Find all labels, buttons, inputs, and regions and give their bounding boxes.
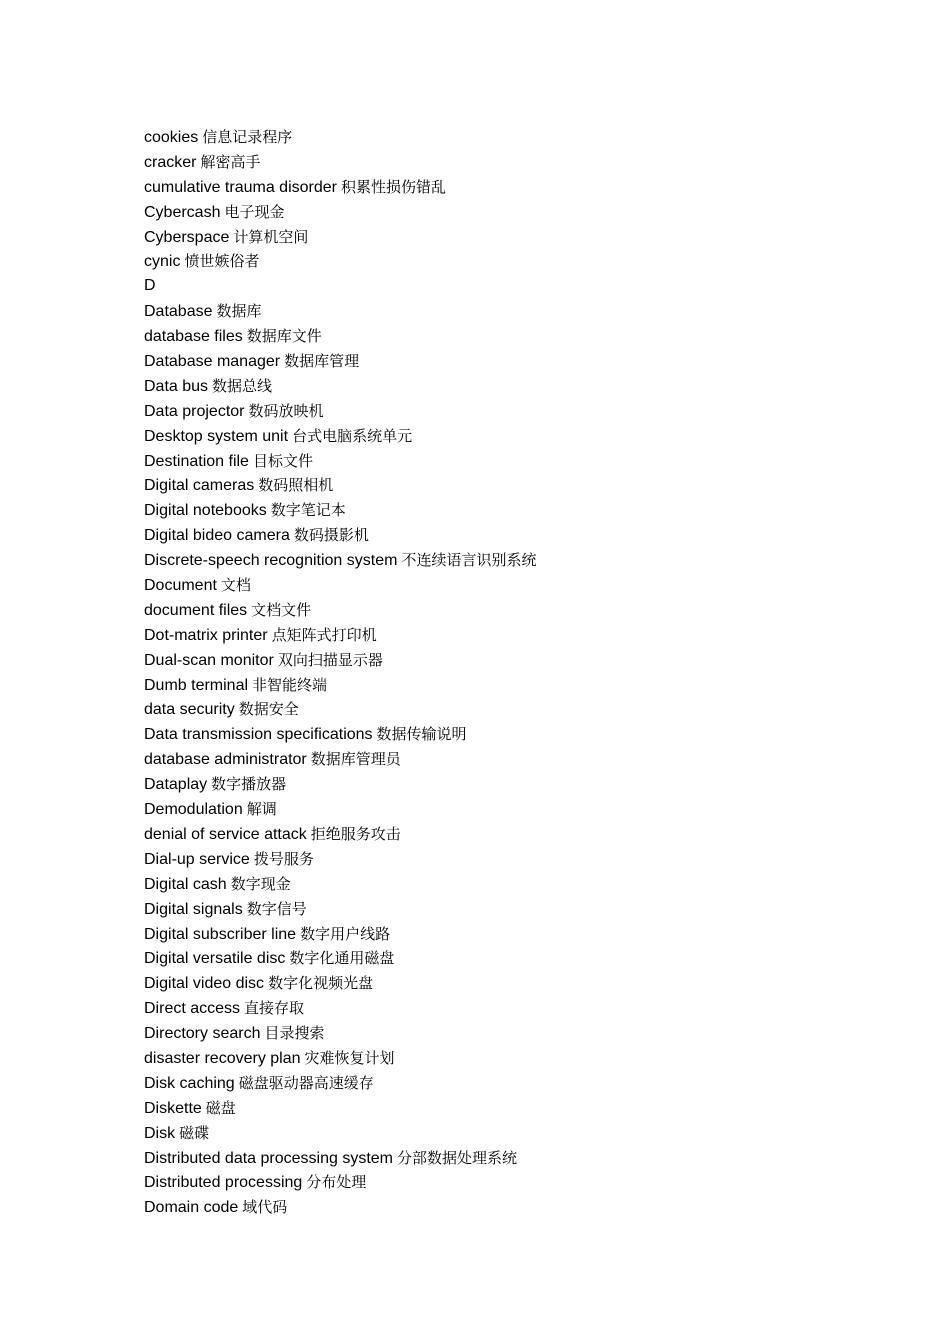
glossary-entry [144,324,536,349]
entry-term: Digital cash [144,875,227,893]
glossary-entry [144,200,536,225]
entry-translation: 文档 [220,576,251,595]
glossary-entry [144,150,536,175]
entry-translation: 数据安全 [238,700,299,719]
entry-term: Data projector [144,402,245,420]
entry-translation: 目录搜索 [264,1024,325,1043]
entry-term: Document [144,577,217,595]
entry-term: document files [144,601,248,619]
entry-term: Direct access [144,1000,241,1018]
entry-translation: 台式电脑系统单元 [292,426,413,445]
entry-translation: 不连续语言识别系统 [401,551,537,570]
glossary-entry [144,573,536,598]
glossary-entry [144,673,536,698]
entry-translation: 数字播放器 [211,775,287,794]
entry-term: disaster recovery plan [144,1049,301,1067]
glossary-entry [144,424,536,449]
entry-term: Directory search [144,1025,261,1043]
entry-translation: 双向扫描显示器 [277,650,383,669]
glossary-entry [144,1170,536,1195]
glossary-entry [144,722,536,747]
entry-translation: 磁盘驱动器高速缓存 [238,1073,374,1092]
entry-term: Digital bideo camera [144,527,290,545]
glossary-entry [144,349,536,374]
glossary-entry [144,1146,536,1171]
entry-term: Digital versatile disc [144,950,286,968]
entry-term: Dumb terminal [144,676,249,694]
entry-translation: 灾难恢复计划 [304,1048,395,1067]
entry-translation: 数字化通用磁盘 [289,949,395,968]
entry-term: Cybercash [144,203,221,221]
glossary-entry [144,648,536,673]
entry-translation: 磁碟 [179,1123,210,1142]
glossary-entry [144,225,536,250]
entry-translation: 信息记录程序 [202,128,293,146]
entry-translation: 直接存取 [244,999,305,1018]
entry-term: Domain code [144,1199,239,1217]
entry-term: Destination file [144,452,249,470]
glossary-entry [144,623,536,648]
glossary-entry [144,1096,536,1121]
entry-term: Data transmission specifications [144,726,373,744]
entry-term: Digital cameras [144,477,255,495]
entry-term: Desktop system unit [144,427,289,445]
glossary-entry [144,747,536,772]
glossary-entry [144,299,536,324]
glossary-entry [144,1021,536,1046]
entry-translation: 分部数据处理系统 [397,1148,518,1167]
glossary-entry [144,797,536,822]
glossary-entry [144,449,536,474]
glossary-entry [144,971,536,996]
entry-translation: 数据库 [216,302,262,321]
glossary-entry [144,922,536,947]
glossary-entry [144,872,536,897]
entry-translation: 计算机空间 [233,227,309,246]
entry-term: Digital subscriber line [144,925,297,943]
entry-translation: 数据库管理 [284,352,360,371]
entry-term: Discrete-speech recognition system [144,552,398,570]
entry-translation: 数字笔记本 [270,501,346,520]
entry-term: Digital notebooks [144,502,267,520]
entry-term: cracker [144,153,197,171]
entry-translation: 数据传输说明 [376,725,467,744]
entry-translation: 愤世嫉俗者 [184,252,260,271]
entry-translation: 拨号服务 [253,849,314,868]
entry-term: Dial-up service [144,850,250,868]
entry-translation: 数码放映机 [248,401,324,420]
glossary-entry [144,374,536,399]
glossary-entry [144,175,536,200]
entry-translation: 数据库文件 [246,327,322,346]
entry-translation: 域代码 [242,1198,288,1217]
entry-translation: 解调 [246,800,277,819]
entry-translation: 分布处理 [306,1173,367,1192]
entry-term: denial of service attack [144,825,307,843]
entry-term: cynic [144,253,181,271]
entry-term: Dataplay [144,776,208,794]
entry-translation: 文档文件 [251,600,312,619]
glossary-entry [144,473,536,498]
glossary-entry [144,1121,536,1146]
entry-term: data security [144,701,235,719]
glossary-entry [144,1195,536,1220]
entry-term: D [144,277,156,295]
entry-term: Dual-scan monitor [144,651,274,669]
glossary-entry [144,249,536,274]
entry-translation: 目标文件 [252,451,313,470]
entry-term: Dot-matrix printer [144,626,268,644]
entry-term: Disk [144,1124,176,1142]
entry-term: Distributed data processing system [144,1149,393,1167]
glossary-entry [144,996,536,1021]
entry-term: cumulative trauma disorder [144,178,337,196]
entry-term: Digital video disc [144,975,265,993]
entry-term: Demodulation [144,801,243,819]
glossary-entry [144,125,536,150]
entry-term: Data bus [144,377,209,395]
glossary-entry [144,1071,536,1096]
glossary-entry [144,598,536,623]
glossary-entry [144,274,536,299]
entry-translation: 数字现金 [230,874,291,893]
entry-term: database files [144,328,243,346]
entry-term: Digital signals [144,900,243,918]
entry-term: Distributed processing [144,1174,303,1192]
entry-term: cookies [144,129,199,146]
entry-translation: 数字用户线路 [300,924,391,943]
entry-translation: 数码照相机 [258,476,334,495]
glossary-entry [144,1046,536,1071]
glossary-entry [144,548,536,573]
glossary-entry [144,946,536,971]
entry-term: Diskette [144,1099,202,1117]
glossary-entry [144,847,536,872]
entry-translation: 解密高手 [200,152,261,171]
entry-translation: 电子现金 [224,202,285,221]
entry-term: Database manager [144,353,281,371]
entry-translation: 非智能终端 [252,675,328,694]
entry-translation: 数字信号 [246,899,307,918]
glossary-entry [144,399,536,424]
entry-translation: 拒绝服务攻击 [310,824,401,843]
entry-translation: 数据总线 [212,376,273,395]
entry-translation: 积累性损伤错乱 [340,177,446,196]
entry-term: Database [144,303,213,321]
entry-translation: 数码摄影机 [293,526,369,545]
glossary-entry [144,523,536,548]
entry-translation: 数据库管理员 [310,750,401,769]
entry-term: Disk caching [144,1074,235,1092]
entry-term: Cyberspace [144,228,230,246]
entry-term: database administrator [144,751,307,769]
entry-translation: 数字化视频光盘 [268,974,374,993]
glossary-entry [144,822,536,847]
glossary-entry [144,498,536,523]
glossary-entry [144,772,536,797]
entry-translation: 磁盘 [205,1098,236,1117]
glossary-list [144,125,536,1220]
glossary-entry [144,897,536,922]
entry-translation: 点矩阵式打印机 [271,625,377,644]
glossary-entry [144,697,536,722]
